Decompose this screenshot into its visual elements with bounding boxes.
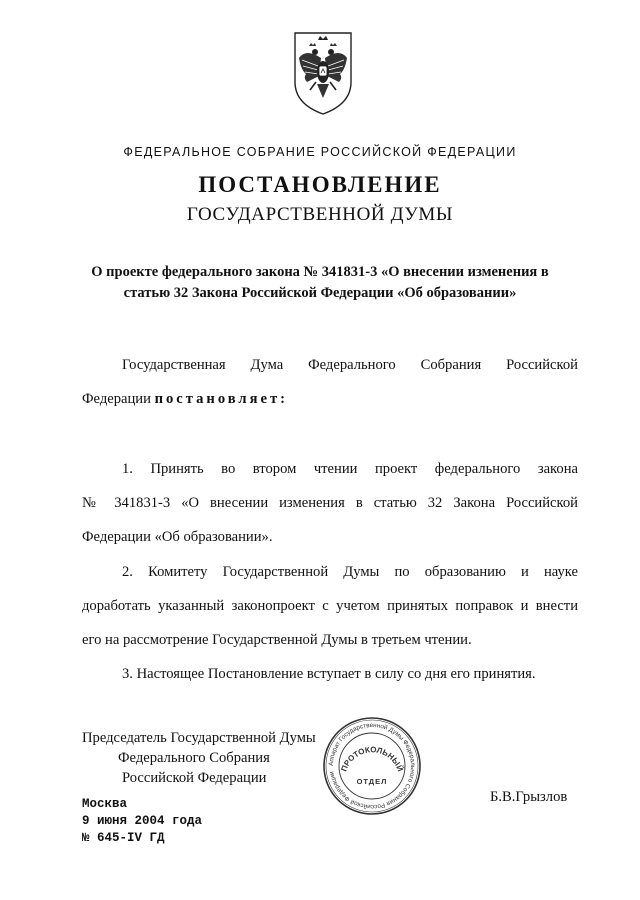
- resolution-item-3: [82, 657, 578, 691]
- preamble-line: [82, 382, 578, 416]
- svg-text:ПРОТОКОЛЬНЫЙ: [339, 745, 404, 773]
- resolution-item-1: [82, 452, 578, 554]
- official-stamp: [322, 716, 422, 816]
- preamble-prefix: Федерации: [82, 391, 155, 407]
- stamp-outer-text: Аппарат Государственной Думы Федерального Собрания Российской Федерации: [327, 721, 417, 811]
- document-type-title: ПОСТАНОВЛЕНИЕ: [198, 172, 442, 197]
- stamp-bottom-text: ОТДЕЛ: [356, 777, 388, 786]
- document-footer: [82, 796, 202, 847]
- item-line: 3. Настоящее Постановление вступает в силу со дня его принятия.: [122, 666, 536, 682]
- issue-city: Москва: [82, 797, 128, 811]
- item-line: доработать указанный законопроект с учетом принятых поправок и внести: [82, 598, 578, 614]
- item-line: его на рассмотрение Государственной Думы в третьем чтении.: [82, 632, 472, 648]
- signatory-title-line: Российской Федерации: [122, 770, 267, 786]
- decree-word: постановляет:: [154, 391, 289, 407]
- resolution-item-2: [82, 555, 578, 657]
- subject-line: О проекте федерального закона № 341831-3 «О внесении изменения в: [91, 264, 549, 280]
- signatory-name: Б.В.Грызлов: [490, 789, 568, 805]
- signatory-title: [82, 728, 316, 788]
- document-number: № 645-IV ГД: [82, 831, 165, 845]
- federal-assembly-heading: ФЕДЕРАЛЬНОЕ СОБРАНИЕ РОССИЙСКОЙ ФЕДЕРАЦИИ: [123, 145, 517, 159]
- item-line: 1. Принять во втором чтении проект федерального закона: [122, 461, 578, 477]
- item-line: 2. Комитету Государственной Думы по образованию и науке: [122, 564, 578, 580]
- subject-line: статью 32 Закона Российской Федерации «Об образовании»: [123, 285, 517, 301]
- signatory-title-line: Председатель Государственной Думы: [82, 730, 316, 746]
- resolution-subject: [0, 262, 640, 304]
- item-line: № 341831-3 «О внесении изменения в статью 32 Закона Российской: [82, 495, 578, 511]
- signatory-title-line: Федерального Собрания: [118, 750, 270, 766]
- issue-date: 9 июня 2004 года: [82, 814, 203, 828]
- preamble: [82, 348, 578, 416]
- coat-of-arms-emblem: [292, 30, 354, 116]
- stamp-center-text: ПРОТОКОЛЬНЫЙ: [339, 745, 405, 773]
- item-line: Федерации «Об образовании».: [82, 529, 273, 545]
- issuing-body-subtitle: ГОСУДАРСТВЕННОЙ ДУМЫ: [186, 204, 454, 225]
- preamble-line: Государственная Дума Федерального Собрания Российской: [122, 357, 578, 373]
